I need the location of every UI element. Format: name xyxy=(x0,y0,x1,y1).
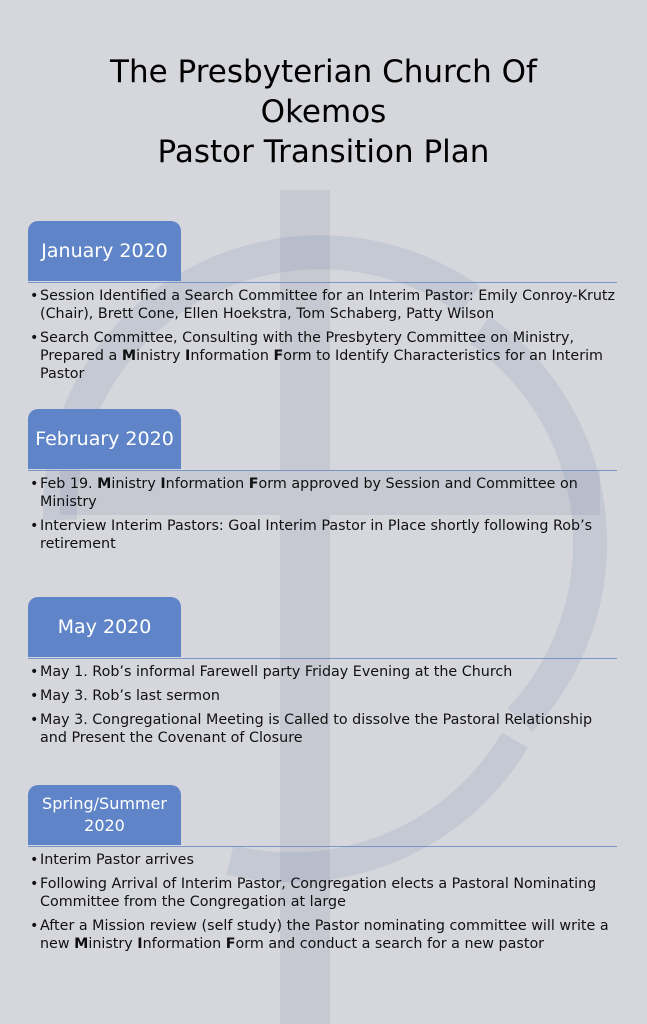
section-heading-tab xyxy=(28,221,181,281)
section-divider xyxy=(28,658,617,659)
bullet-list xyxy=(30,475,620,559)
section-heading: January 2020 xyxy=(41,239,168,262)
section-divider xyxy=(28,470,617,471)
section-heading: February 2020 xyxy=(35,427,174,450)
section-divider xyxy=(28,846,617,847)
page-title xyxy=(0,52,647,172)
list-item: • Following Arrival of Interim Pastor, Congregation elects a Pastoral Nominating Committee from the Congregation at large xyxy=(30,875,620,911)
section-heading: Spring/Summer 2020 xyxy=(42,794,167,835)
list-item: • Search Committee, Consulting with the Presbytery Committee on Ministry, Prepared a Ministry Information Form to Identify Characteristics for an Interim Pastor xyxy=(30,329,620,383)
section-divider xyxy=(28,282,617,283)
section-heading-tab xyxy=(28,597,181,657)
list-item: • Interview Interim Pastors: Goal Interim Pastor in Place shortly following Rob’s retirement xyxy=(30,517,620,553)
section-heading: May 2020 xyxy=(57,615,152,638)
list-item: • Session Identified a Search Committee for an Interim Pastor: Emily Conroy-Krutz (Chair), Brett Cone, Ellen Hoekstra, Tom Schaberg, Patty Wilson xyxy=(30,287,620,323)
list-item: • Interim Pastor arrives xyxy=(30,851,620,869)
list-item: • After a Mission review (self study) the Pastor nominating committee will write a new Ministry Information Form and conduct a search for a new pastor xyxy=(30,917,620,953)
title-line-3: Pastor Transition Plan xyxy=(157,134,490,170)
bullet-list xyxy=(30,287,620,389)
bullet-list xyxy=(30,663,620,753)
bullet-list xyxy=(30,851,620,959)
title-line-1: The Presbyterian Church Of xyxy=(110,54,537,90)
section-heading-tab xyxy=(28,409,181,469)
list-item: • May 1. Rob’s informal Farewell party Friday Evening at the Church xyxy=(30,663,620,681)
title-line-2: Okemos xyxy=(260,94,387,130)
list-item: • May 3. Congregational Meeting is Called to dissolve the Pastoral Relationship and Present the Covenant of Closure xyxy=(30,711,620,747)
section-heading-tab xyxy=(28,785,181,845)
list-item: • May 3. Rob’s last sermon xyxy=(30,687,620,705)
list-item: • Feb 19. Ministry Information Form approved by Session and Committee on Ministry xyxy=(30,475,620,511)
